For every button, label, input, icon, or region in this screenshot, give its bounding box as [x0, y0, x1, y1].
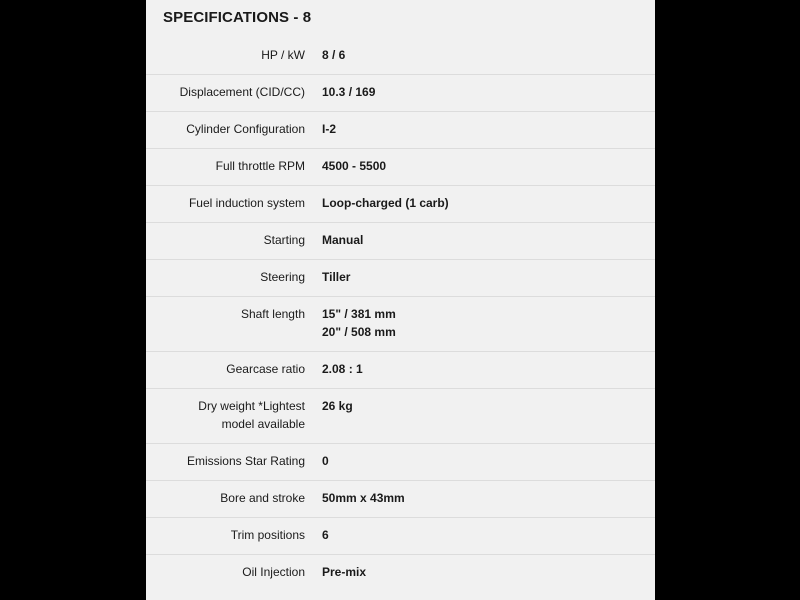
specifications-panel [146, 0, 655, 600]
spec-label: Steering [260, 270, 305, 284]
spec-value: I-2 [322, 122, 337, 136]
spec-value: 8 / 6 [322, 48, 346, 62]
spec-label: HP / kW [261, 48, 305, 62]
spec-label: Cylinder Configuration [186, 122, 305, 136]
spec-label: Gearcase ratio [226, 362, 305, 376]
spec-label: Emissions Star Rating [186, 454, 305, 468]
spec-value: 15" / 381 mm 20" / 508 mm [322, 307, 396, 339]
spec-label: Trim positions [230, 528, 305, 542]
spec-value: 2.08 : 1 [322, 362, 363, 376]
spec-label: Displacement (CID/CC) [179, 85, 305, 99]
spec-label: Starting [263, 233, 305, 247]
spec-row-steering [146, 260, 655, 297]
spec-row-gearcase-ratio [146, 352, 655, 389]
spec-value: Loop-charged (1 carb) [322, 196, 449, 210]
spec-row-displacement [146, 75, 655, 112]
spec-row-fuel-induction [146, 186, 655, 223]
spec-label: Bore and stroke [220, 491, 305, 505]
spec-value: Pre-mix [322, 565, 367, 579]
spec-row-full-throttle-rpm [146, 149, 655, 186]
specifications-table [146, 38, 655, 592]
spec-value: 0 [322, 454, 329, 468]
spec-value: Manual [322, 233, 364, 247]
spec-row-dry-weight [146, 389, 655, 444]
spec-row-oil-injection [146, 555, 655, 592]
spec-value: 50mm x 43mm [322, 491, 405, 505]
spec-value: 6 [322, 528, 329, 542]
spec-label: Oil Injection [242, 565, 305, 579]
spec-row-trim-positions [146, 518, 655, 555]
spec-row-shaft-length [146, 297, 655, 352]
spec-value: Tiller [322, 270, 351, 284]
spec-row-starting [146, 223, 655, 260]
spec-value: 10.3 / 169 [322, 85, 376, 99]
spec-row-cylinder-configuration [146, 112, 655, 149]
spec-label: Fuel induction system [188, 196, 305, 210]
spec-label: Full throttle RPM [215, 159, 305, 173]
spec-label: Dry weight *Lightest model available [198, 399, 305, 431]
spec-value: 4500 - 5500 [322, 159, 387, 173]
spec-row-emissions-star-rating [146, 444, 655, 481]
spec-value: 26 kg [322, 399, 353, 413]
spec-label: Shaft length [240, 307, 305, 321]
specifications-title: SPECIFICATIONS - 8 [163, 9, 312, 26]
spec-row-hp-kw [146, 38, 655, 75]
spec-row-bore-and-stroke [146, 481, 655, 518]
